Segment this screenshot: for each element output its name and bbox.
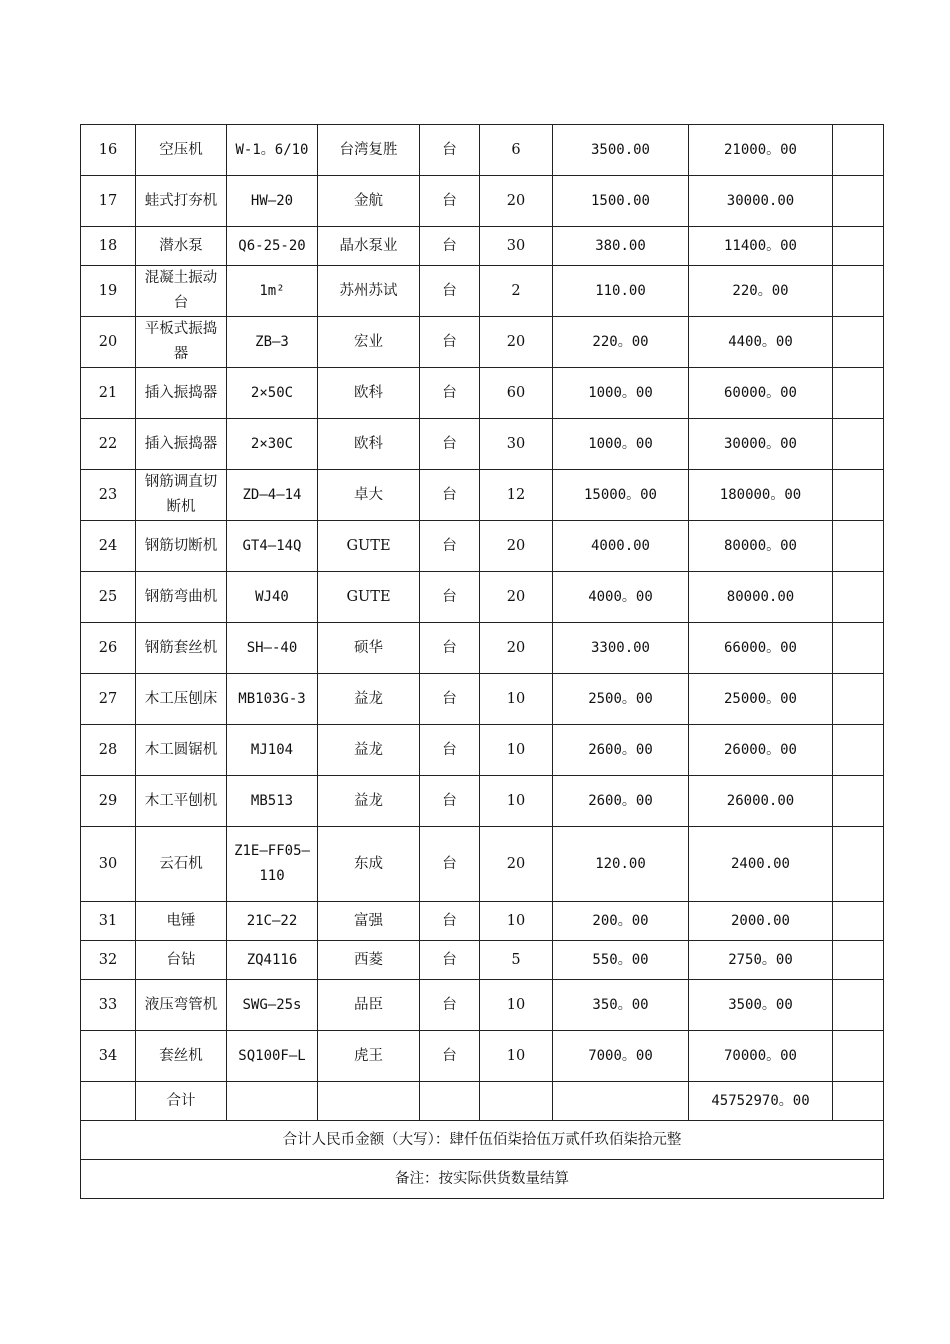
cell-total: 80000。00 bbox=[689, 521, 833, 572]
table-body bbox=[81, 125, 884, 1082]
cell-brand: 宏业 bbox=[318, 317, 420, 368]
cell-qty: 20 bbox=[480, 623, 553, 674]
cell-qty: 60 bbox=[480, 368, 553, 419]
cell-price: 3300.00 bbox=[553, 623, 689, 674]
table-row bbox=[81, 266, 884, 317]
table-row bbox=[81, 725, 884, 776]
cell-spec: SWG—25s bbox=[227, 980, 318, 1031]
cell-blank bbox=[833, 980, 884, 1031]
cell-spec: ZB—3 bbox=[227, 317, 318, 368]
table-row bbox=[81, 470, 884, 521]
cell-qty: 12 bbox=[480, 470, 553, 521]
cell-no: 27 bbox=[81, 674, 136, 725]
cell-brand: 欧科 bbox=[318, 419, 420, 470]
cell-name: 平板式振捣器 bbox=[136, 317, 227, 368]
cell-no: 22 bbox=[81, 419, 136, 470]
cell-spec: ZD—4—14 bbox=[227, 470, 318, 521]
cell-no: 30 bbox=[81, 827, 136, 902]
cell-name: 钢筋切断机 bbox=[136, 521, 227, 572]
cell-blank bbox=[833, 521, 884, 572]
cell-total: 4400。00 bbox=[689, 317, 833, 368]
cell-total: 2750。00 bbox=[689, 941, 833, 980]
cell-brand: 虎王 bbox=[318, 1031, 420, 1082]
table-row bbox=[81, 419, 884, 470]
cell-brand: 西菱 bbox=[318, 941, 420, 980]
cell-blank bbox=[833, 266, 884, 317]
cell-total: 220。00 bbox=[689, 266, 833, 317]
cell-unit: 台 bbox=[420, 827, 480, 902]
cell-unit: 台 bbox=[420, 368, 480, 419]
cell-qty: 10 bbox=[480, 674, 553, 725]
cell-brand: 品臣 bbox=[318, 980, 420, 1031]
cell-no: 21 bbox=[81, 368, 136, 419]
table-row bbox=[81, 674, 884, 725]
cell-name: 空压机 bbox=[136, 125, 227, 176]
cell-qty: 20 bbox=[480, 317, 553, 368]
cell-unit: 台 bbox=[420, 317, 480, 368]
cell-unit: 台 bbox=[420, 1031, 480, 1082]
remark-row bbox=[81, 1160, 884, 1199]
cell-brand: 苏州苏试 bbox=[318, 266, 420, 317]
cell-unit: 台 bbox=[420, 902, 480, 941]
cell-brand: 晶水泵业 bbox=[318, 227, 420, 266]
cell-price: 4000.00 bbox=[553, 521, 689, 572]
cell-name: 钢筋弯曲机 bbox=[136, 572, 227, 623]
cell-qty: 10 bbox=[480, 902, 553, 941]
cell-total: 70000。00 bbox=[689, 1031, 833, 1082]
cell-brand: GUTE bbox=[318, 572, 420, 623]
cell-price: 120.00 bbox=[553, 827, 689, 902]
cell-spec: 2×30C bbox=[227, 419, 318, 470]
table-row bbox=[81, 125, 884, 176]
cell-spec: Q6-25-20 bbox=[227, 227, 318, 266]
cell-spec: SH—-40 bbox=[227, 623, 318, 674]
cell-spec: 1m² bbox=[227, 266, 318, 317]
cell-blank bbox=[833, 1031, 884, 1082]
cell-qty: 10 bbox=[480, 1031, 553, 1082]
cell-blank bbox=[833, 227, 884, 266]
cell-no: 19 bbox=[81, 266, 136, 317]
cell-brand: 益龙 bbox=[318, 725, 420, 776]
cell-spec: GT4—14Q bbox=[227, 521, 318, 572]
amount-in-words-row bbox=[81, 1121, 884, 1160]
cell-qty: 30 bbox=[480, 419, 553, 470]
cell-no: 18 bbox=[81, 227, 136, 266]
cell-no: 16 bbox=[81, 125, 136, 176]
cell-no: 32 bbox=[81, 941, 136, 980]
cell-blank bbox=[833, 776, 884, 827]
cell-unit: 台 bbox=[420, 470, 480, 521]
cell-price: 220。00 bbox=[553, 317, 689, 368]
cell-total: 25000。00 bbox=[689, 674, 833, 725]
cell-unit: 台 bbox=[420, 572, 480, 623]
cell-no: 31 bbox=[81, 902, 136, 941]
cell-no: 33 bbox=[81, 980, 136, 1031]
table-row bbox=[81, 1031, 884, 1082]
cell-name: 潜水泵 bbox=[136, 227, 227, 266]
cell-no: 23 bbox=[81, 470, 136, 521]
cell-total: 66000。00 bbox=[689, 623, 833, 674]
cell-blank bbox=[833, 902, 884, 941]
cell-price: 350。00 bbox=[553, 980, 689, 1031]
cell-brand: 欧科 bbox=[318, 368, 420, 419]
cell-qty: 20 bbox=[480, 827, 553, 902]
cell-total: 11400。00 bbox=[689, 227, 833, 266]
cell-total: 80000.00 bbox=[689, 572, 833, 623]
cell-name: 插入振捣器 bbox=[136, 419, 227, 470]
cell-qty: 6 bbox=[480, 125, 553, 176]
cell-unit: 台 bbox=[420, 521, 480, 572]
cell-name: 电锤 bbox=[136, 902, 227, 941]
total-amount: 45752970。00 bbox=[689, 1082, 833, 1121]
cell-unit: 台 bbox=[420, 623, 480, 674]
cell-price: 1500.00 bbox=[553, 176, 689, 227]
amount-in-words: 合计人民币金额（大写）：肆仟伍佰柒拾伍万贰仟玖佰柒拾元整 bbox=[81, 1121, 884, 1160]
table-row bbox=[81, 941, 884, 980]
cell-blank bbox=[833, 941, 884, 980]
table-row bbox=[81, 176, 884, 227]
cell-brand: 台湾复胜 bbox=[318, 125, 420, 176]
cell-qty: 5 bbox=[480, 941, 553, 980]
cell-name: 钢筋套丝机 bbox=[136, 623, 227, 674]
table-row bbox=[81, 317, 884, 368]
cell-name: 木工平刨机 bbox=[136, 776, 227, 827]
cell-spec: MB103G-3 bbox=[227, 674, 318, 725]
cell-price: 2500。00 bbox=[553, 674, 689, 725]
cell-blank bbox=[833, 419, 884, 470]
cell-total: 30000。00 bbox=[689, 419, 833, 470]
cell-price: 110.00 bbox=[553, 266, 689, 317]
cell-brand: GUTE bbox=[318, 521, 420, 572]
cell-qty: 2 bbox=[480, 266, 553, 317]
table-row bbox=[81, 776, 884, 827]
cell-blank bbox=[833, 470, 884, 521]
table-row bbox=[81, 368, 884, 419]
total-row bbox=[81, 1082, 884, 1121]
cell-brand: 东成 bbox=[318, 827, 420, 902]
total-label: 合计 bbox=[136, 1082, 227, 1121]
cell-qty: 10 bbox=[480, 725, 553, 776]
cell-spec: MB513 bbox=[227, 776, 318, 827]
cell-name: 木工圆锯机 bbox=[136, 725, 227, 776]
table-row bbox=[81, 521, 884, 572]
cell-unit: 台 bbox=[420, 266, 480, 317]
cell-price: 2600。00 bbox=[553, 725, 689, 776]
table-row bbox=[81, 980, 884, 1031]
cell-spec: SQ100F—L bbox=[227, 1031, 318, 1082]
cell-qty: 30 bbox=[480, 227, 553, 266]
cell-no: 17 bbox=[81, 176, 136, 227]
total-no-cell bbox=[81, 1082, 136, 1121]
cell-price: 15000。00 bbox=[553, 470, 689, 521]
cell-total: 30000.00 bbox=[689, 176, 833, 227]
cell-blank bbox=[833, 674, 884, 725]
table-row bbox=[81, 572, 884, 623]
cell-qty: 20 bbox=[480, 572, 553, 623]
cell-blank bbox=[833, 572, 884, 623]
cell-price: 550。00 bbox=[553, 941, 689, 980]
cell-blank bbox=[833, 623, 884, 674]
cell-total: 26000。00 bbox=[689, 725, 833, 776]
cell-name: 木工压刨床 bbox=[136, 674, 227, 725]
cell-price: 4000。00 bbox=[553, 572, 689, 623]
cell-total: 3500。00 bbox=[689, 980, 833, 1031]
table-row bbox=[81, 623, 884, 674]
cell-no: 29 bbox=[81, 776, 136, 827]
cell-price: 2600。00 bbox=[553, 776, 689, 827]
cell-blank bbox=[833, 317, 884, 368]
cell-unit: 台 bbox=[420, 941, 480, 980]
cell-spec: ZQ4116 bbox=[227, 941, 318, 980]
cell-name: 插入振捣器 bbox=[136, 368, 227, 419]
cell-no: 26 bbox=[81, 623, 136, 674]
cell-price: 1000。00 bbox=[553, 368, 689, 419]
cell-total: 2000.00 bbox=[689, 902, 833, 941]
cell-total: 60000。00 bbox=[689, 368, 833, 419]
cell-unit: 台 bbox=[420, 980, 480, 1031]
cell-qty: 20 bbox=[480, 521, 553, 572]
cell-name: 混凝土振动台 bbox=[136, 266, 227, 317]
cell-name: 套丝机 bbox=[136, 1031, 227, 1082]
cell-price: 7000。00 bbox=[553, 1031, 689, 1082]
cell-spec: WJ40 bbox=[227, 572, 318, 623]
cell-total: 2400.00 bbox=[689, 827, 833, 902]
table-row bbox=[81, 227, 884, 266]
cell-blank bbox=[833, 368, 884, 419]
cell-qty: 10 bbox=[480, 980, 553, 1031]
cell-blank bbox=[833, 725, 884, 776]
cell-no: 20 bbox=[81, 317, 136, 368]
cell-brand: 金航 bbox=[318, 176, 420, 227]
cell-spec: 2×50C bbox=[227, 368, 318, 419]
cell-unit: 台 bbox=[420, 776, 480, 827]
cell-total: 26000.00 bbox=[689, 776, 833, 827]
cell-spec: Z1E—FF05—110 bbox=[227, 827, 318, 902]
table-row bbox=[81, 827, 884, 902]
cell-spec: HW—20 bbox=[227, 176, 318, 227]
cell-brand: 硕华 bbox=[318, 623, 420, 674]
cell-qty: 10 bbox=[480, 776, 553, 827]
cell-brand: 富强 bbox=[318, 902, 420, 941]
cell-total: 180000。00 bbox=[689, 470, 833, 521]
table-row bbox=[81, 902, 884, 941]
cell-unit: 台 bbox=[420, 725, 480, 776]
cell-price: 380.00 bbox=[553, 227, 689, 266]
cell-name: 液压弯管机 bbox=[136, 980, 227, 1031]
cell-name: 蛙式打夯机 bbox=[136, 176, 227, 227]
cell-no: 25 bbox=[81, 572, 136, 623]
remark: 备注：按实际供货数量结算 bbox=[81, 1160, 884, 1199]
cell-brand: 益龙 bbox=[318, 674, 420, 725]
cell-name: 云石机 bbox=[136, 827, 227, 902]
cell-unit: 台 bbox=[420, 176, 480, 227]
cell-no: 34 bbox=[81, 1031, 136, 1082]
equipment-price-table bbox=[80, 124, 884, 1199]
cell-price: 3500.00 bbox=[553, 125, 689, 176]
cell-unit: 台 bbox=[420, 419, 480, 470]
cell-name: 台钻 bbox=[136, 941, 227, 980]
cell-no: 28 bbox=[81, 725, 136, 776]
cell-no: 24 bbox=[81, 521, 136, 572]
cell-blank bbox=[833, 176, 884, 227]
cell-blank bbox=[833, 827, 884, 902]
cell-qty: 20 bbox=[480, 176, 553, 227]
cell-unit: 台 bbox=[420, 674, 480, 725]
cell-unit: 台 bbox=[420, 227, 480, 266]
cell-spec: W-1。6/10 bbox=[227, 125, 318, 176]
cell-name: 钢筋调直切断机 bbox=[136, 470, 227, 521]
cell-brand: 卓大 bbox=[318, 470, 420, 521]
cell-price: 200。00 bbox=[553, 902, 689, 941]
cell-unit: 台 bbox=[420, 125, 480, 176]
cell-total: 21000。00 bbox=[689, 125, 833, 176]
cell-brand: 益龙 bbox=[318, 776, 420, 827]
cell-price: 1000。00 bbox=[553, 419, 689, 470]
cell-spec: 21C—22 bbox=[227, 902, 318, 941]
cell-spec: MJ104 bbox=[227, 725, 318, 776]
cell-blank bbox=[833, 125, 884, 176]
